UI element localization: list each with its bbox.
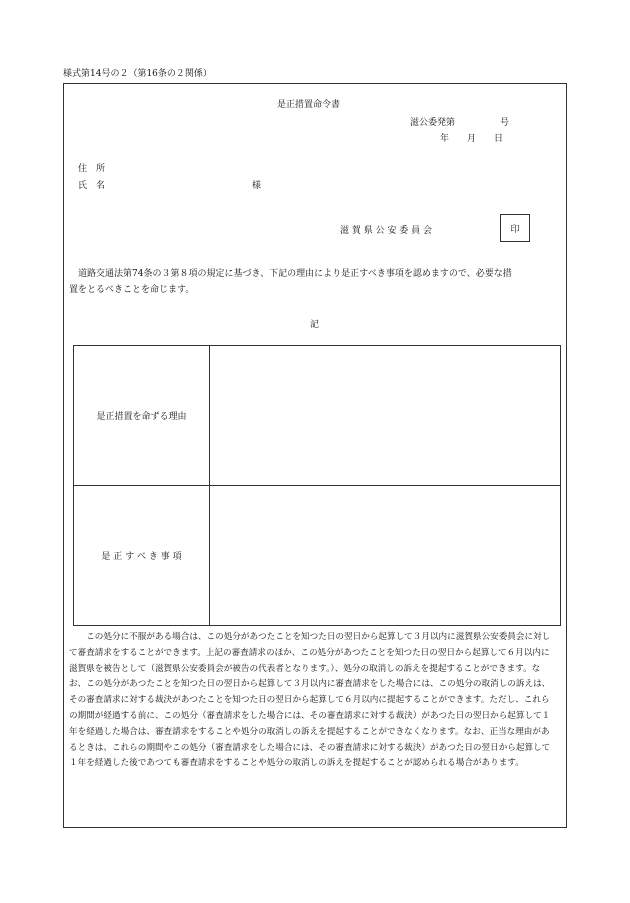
reason-label: 是正措置を命ずる理由: [74, 346, 210, 486]
record-mark: 記: [310, 320, 320, 330]
form-number-label: 様式第14号の２（第16条の２関係）: [63, 69, 212, 79]
table-row: [74, 346, 561, 486]
issuer-name: 滋 賀 県 公 安 委 員 会: [340, 226, 433, 236]
issue-number: 滋公委発第 号: [410, 118, 510, 128]
intro-line-1: 道路交通法第74条の３第８項の規定に基づき、下記の理由により是正すべき事項を認めますので、必要な措: [78, 269, 512, 279]
honorific-label: 様: [252, 181, 262, 191]
intro-text: [69, 266, 555, 298]
address-label: 住 所: [78, 164, 106, 174]
items-value: [210, 486, 561, 626]
document-title: 是正措置命令書: [277, 100, 341, 110]
table-row: [74, 486, 561, 626]
seal-box: 印: [500, 214, 530, 242]
corrective-table: [73, 345, 561, 626]
reason-value: [210, 346, 561, 486]
appeal-notice: この処分に不服がある場合は、この処分があつたことを知つた日の翌日から起算して３月以内に滋賀県公安委員会に対して審査請求をすることができます。上記の審査請求のほか、この処分があつたことを知つた日の翌日から起算して６月以内に滋賀県を被告として（滋賀県公安委員会が被告の代表者となります。）、処分の取消しの訴えを提起することができます。なお、この処分があつたことを知つた日の翌日から起算して３月以内に審査請求をした場合には、この処分の取消しの訴えは、その審査請求に対する裁決があつたことを知つた日の翌日から起算して６月以内に提起することができます。ただし、これらの期間が経過する前に、この処分（審査請求をした場合には、その審査請求に対する裁決）があつた日の翌日から起算して１年を経過した場合は、審査請求をすることや処分の取消しの訴えを提起することができなくなります。なお、正当な理由があるときは、これらの期間やこの処分（審査請求をした場合には、その審査請求に対する裁決）があつた日の翌日から起算して１年を経過した後であつても審査請求をすることや処分の取消しの訴えを提起することが認められる場合があります。: [69, 632, 551, 769]
intro-line-2: 置をとるべきことを命じます。: [69, 285, 195, 295]
issue-date: 年 月 日: [440, 134, 504, 144]
name-label: 氏 名: [78, 181, 106, 191]
items-label: 是 正 す べ き 事 項: [74, 486, 210, 626]
